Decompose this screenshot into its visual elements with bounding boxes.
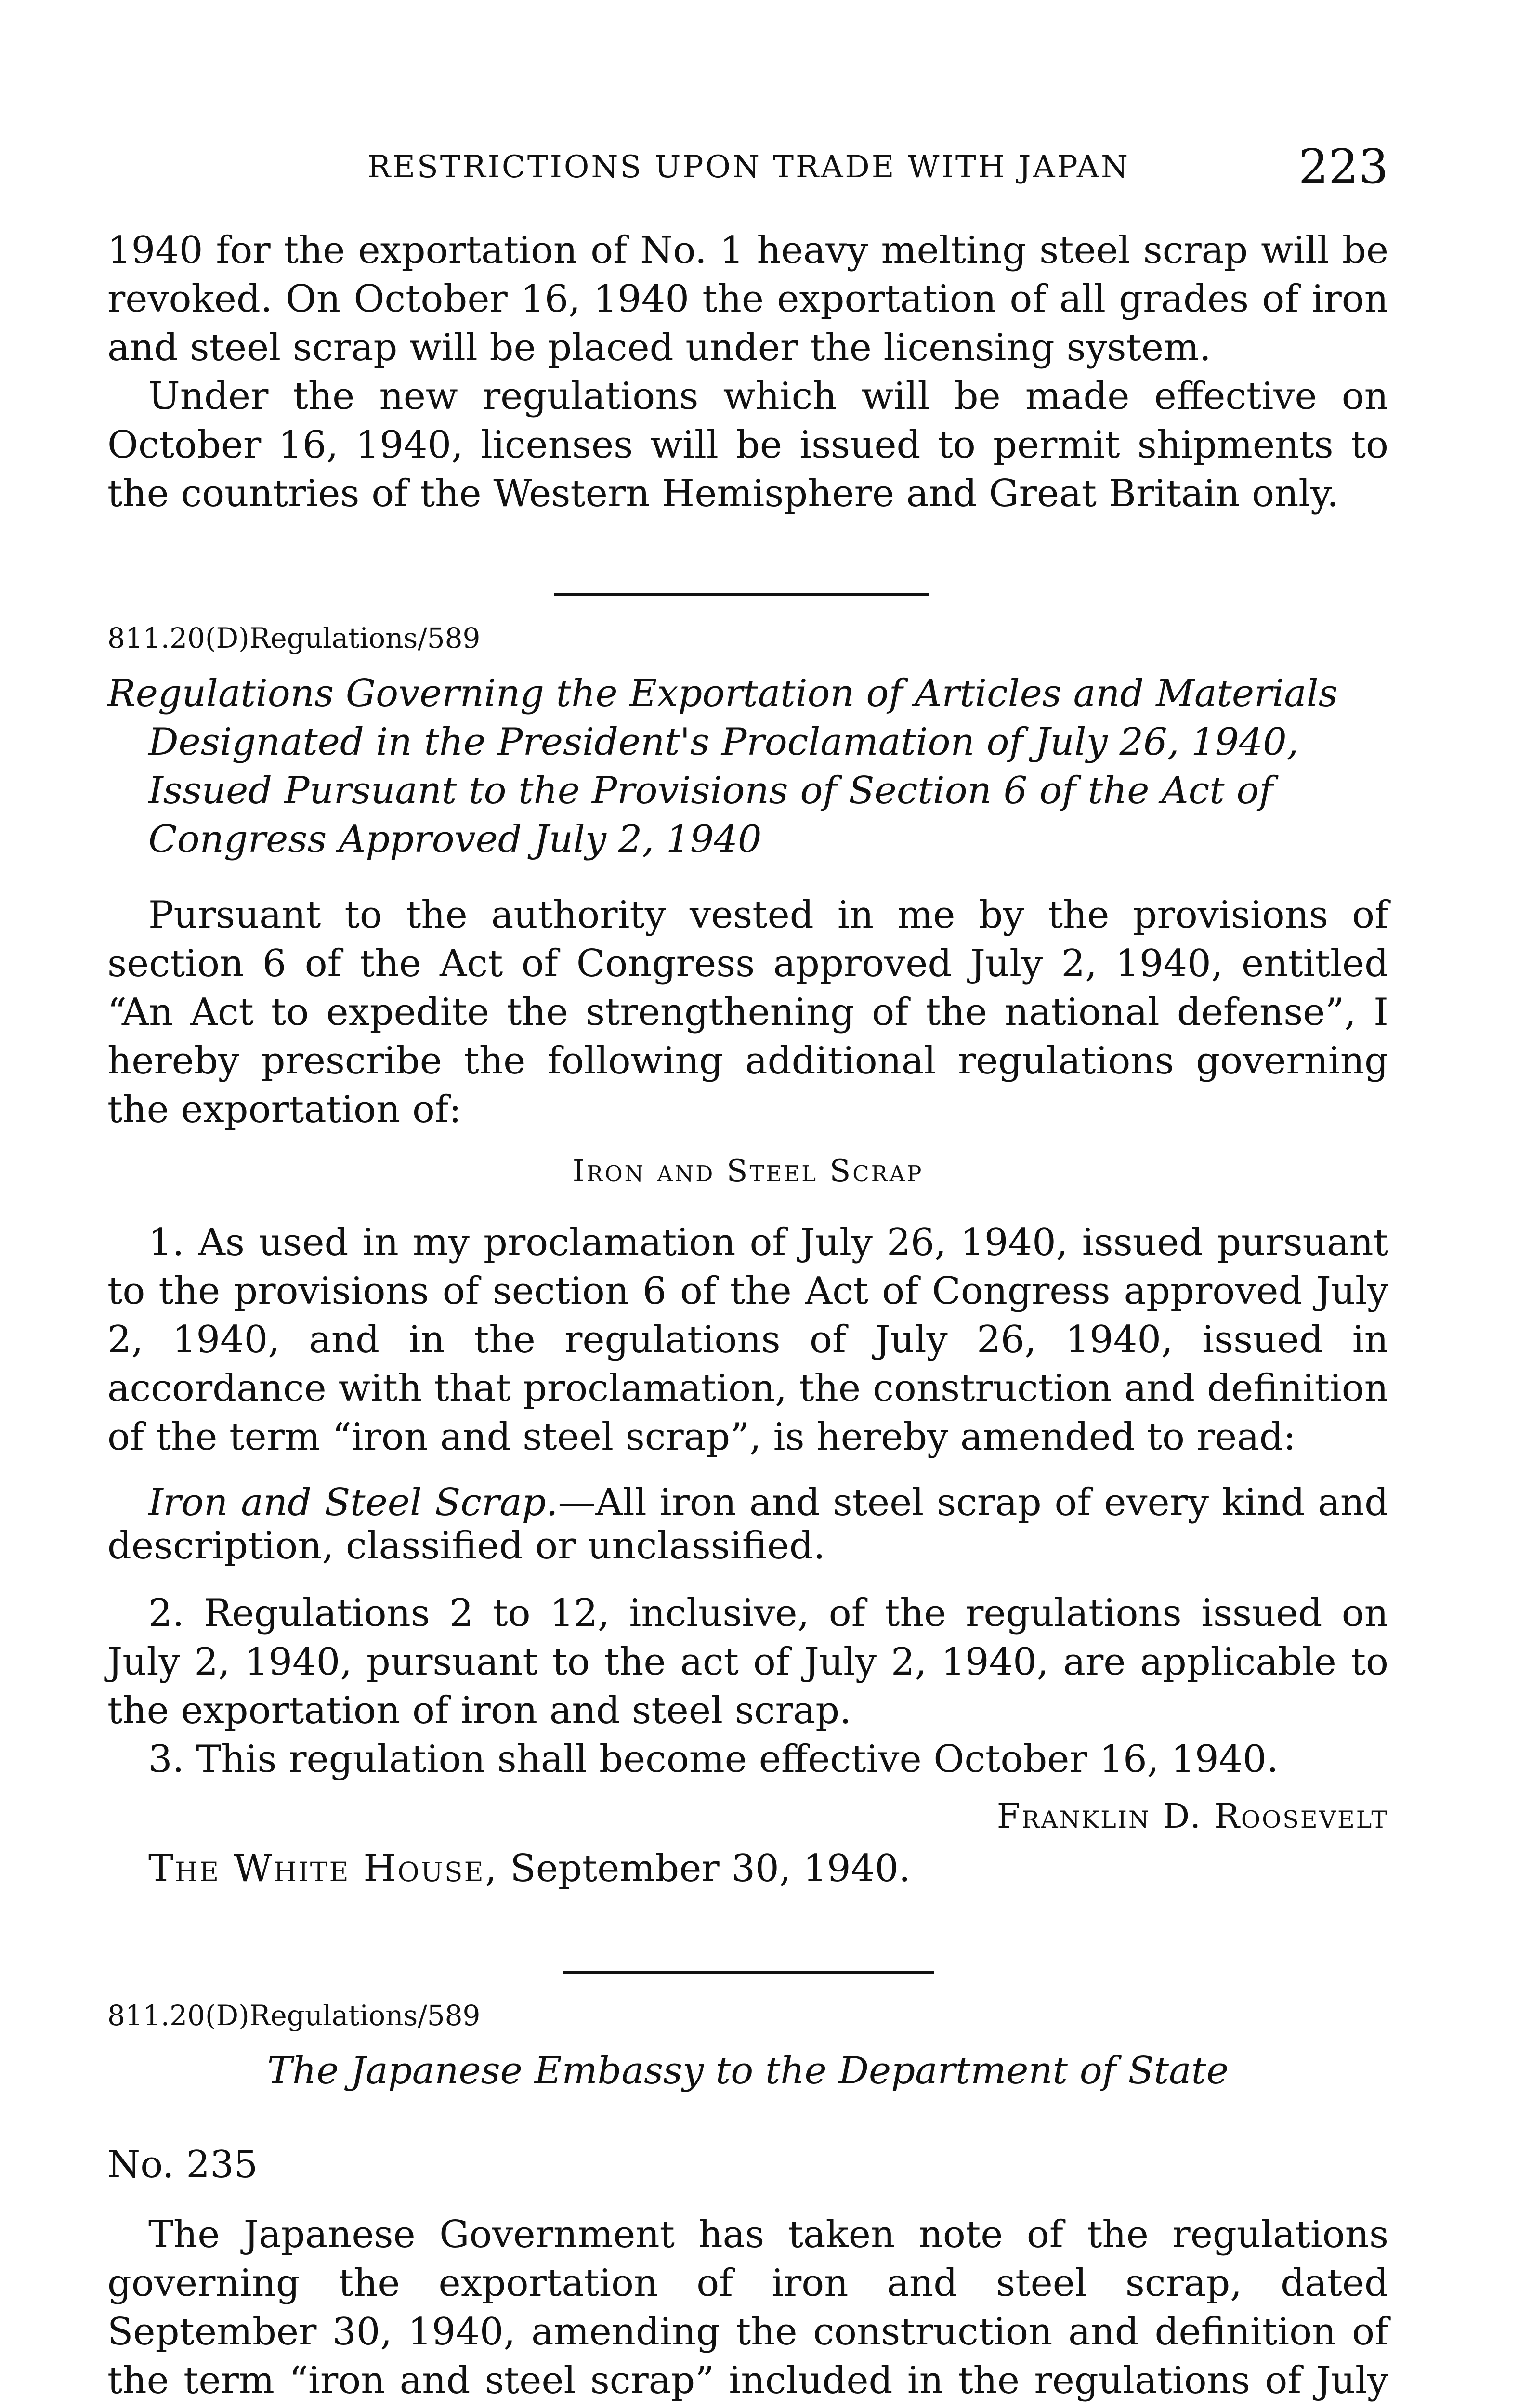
- definition-term: Iron and Steel Scrap.: [148, 1481, 558, 1524]
- signature: Franklin D. Roosevelt: [996, 1796, 1388, 1836]
- embassy-body-block: [107, 2211, 1388, 2408]
- embassy-title-block: [107, 2047, 1388, 2095]
- regulation-intro: Pursuant to the authority vested in me by the provisions of section 6 of the Act of Congress approved July 2, 1940, entitled “An Act to expedite the strengthening of the national defense”, I hereby prescribe the following additional regulations governing the exportation of:: [107, 893, 1388, 1131]
- regulation-title: Regulations Governing the Exportation of Articles and Materials Designated in the President's Proclamation of July 26, 1940, Issued Pursuant to the Provisions of Section 6 of the Act of Congress Approved July 2, 1940: [107, 672, 1338, 861]
- running-head: RESTRICTIONS UPON TRADE WITH JAPAN: [367, 149, 1130, 185]
- dateline-place: The White House,: [148, 1847, 498, 1890]
- regulation-item-2: 2. Regulations 2 to 12, inclusive, of the regulations issued on July 2, 1940, pursuant to the act of July 2, 1940, are applicable to the exportation of iron and steel scrap.: [107, 1592, 1388, 1732]
- regulation-item-3: 3. This regulation shall become effective October 16, 1940.: [148, 1738, 1279, 1781]
- continuation-paragraph-1: 1940 for the exportation of No. 1 heavy melting steel scrap will be revoked. On October 16, 1940 the exportation of all grades of iron and steel scrap will be placed under the licensing system.: [107, 229, 1388, 369]
- embassy-body: The Japanese Government has taken note of the regulations governing the exportation of iron and steel scrap, dated September 30, 1940, amending the construction and definition of the term “iron and steel scrap” included in the regulations of July: [107, 2213, 1388, 2402]
- dateline: [107, 1847, 1388, 1890]
- continuation-section: [107, 226, 1388, 518]
- regulation-item-1-block: [107, 1218, 1388, 1462]
- subheading-block: [107, 1153, 1388, 1189]
- continuation-paragraph-2: Under the new regulations which will be made effective on October 16, 1940, licenses will be issued to permit shipments to the countries of the Western Hemisphere and Great Britain only.: [107, 375, 1388, 515]
- page-header: [107, 140, 1388, 193]
- signature-block: [107, 1796, 1388, 1836]
- section-divider: [563, 1971, 934, 1974]
- regulation-document: [107, 621, 1388, 655]
- regulation-title-block: [107, 669, 1388, 864]
- embassy-number-block: [107, 2141, 1388, 2189]
- file-number: 811.20(D)Regulations/589: [107, 622, 481, 654]
- dateline-date: September 30, 1940.: [498, 1847, 911, 1890]
- regulation-item-1: 1. As used in my proclamation of July 26, 1940, issued pursuant to the provisions of section 6 of the Act of Congress approved July 2, 1940, and in the regulations of July 26, 1940, issued in accordance with that proclamation, the construction and definition of the term “iron and steel scrap”, is hereby amended to read:: [107, 1221, 1388, 1459]
- embassy-title: The Japanese Embassy to the Department of State: [267, 2049, 1229, 2093]
- regulation-intro-block: [107, 891, 1388, 1134]
- definition-block: [107, 1481, 1388, 1568]
- definition-text: —All iron and steel scrap of every kind and description, classified or unclassified.: [107, 1481, 1388, 1568]
- embassy-document: [107, 1999, 1388, 2032]
- page-number: 223: [1298, 140, 1388, 195]
- file-number: 811.20(D)Regulations/589: [107, 1999, 481, 2032]
- regulation-item-2-block: [107, 1589, 1388, 1784]
- definition-paragraph: [107, 1481, 1388, 1568]
- subheading-iron-steel-scrap: Iron and Steel Scrap: [572, 1153, 924, 1189]
- dateline-block: [107, 1847, 1388, 1890]
- section-divider: [554, 593, 929, 596]
- embassy-note-number: No. 235: [107, 2143, 258, 2186]
